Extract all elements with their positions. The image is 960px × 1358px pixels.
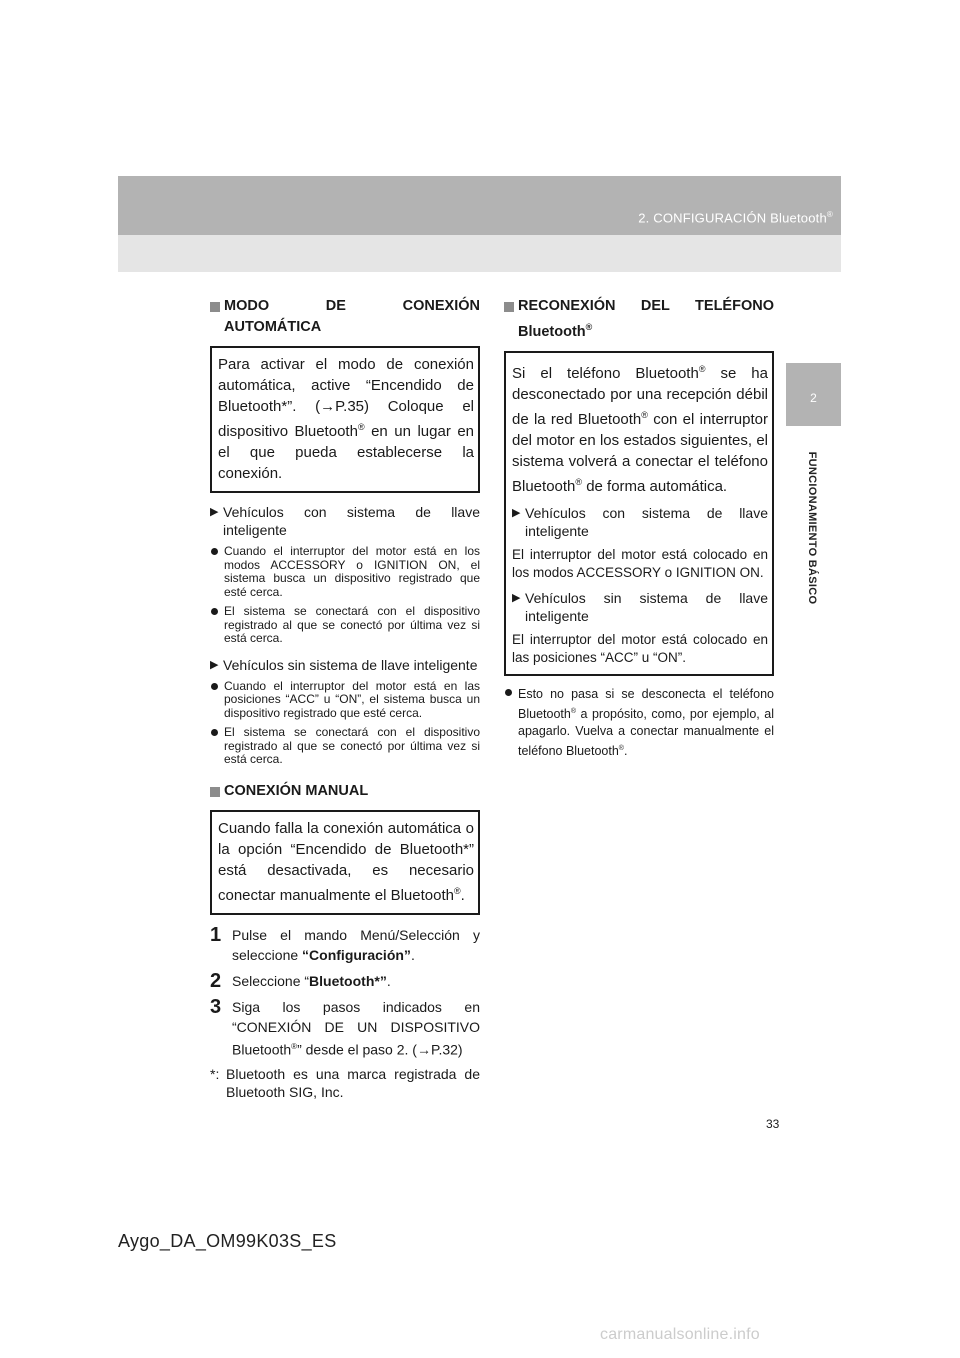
square-bullet-icon	[504, 302, 514, 312]
chapter-title: 2. CONFIGURACIÓN Bluetooth®	[638, 210, 833, 226]
square-bullet-icon	[210, 302, 220, 312]
info-box-manual: Cuando falla la conexión automática o la opción “Encendido de Bluetooth*” está desactivada, es necesario conectar manualmente el Bluetooth®.	[210, 810, 480, 915]
list-item: Cuando el interruptor del motor está en las posiciones “ACC” u “ON”, el sistema busca un dispositivo registrado que esté cerca.	[210, 680, 480, 721]
condition-text: El interruptor del motor está colocado en las posiciones “ACC” u “ON”.	[512, 631, 768, 665]
step-2: 2 Seleccione “Bluetooth*”.	[210, 969, 391, 992]
document-code: Aygo_DA_OM99K03S_ES	[118, 1231, 337, 1251]
condition-no-smart-key: ▶ Vehículos sin sistema de llave inteligente	[210, 656, 478, 673]
list-item: Cuando el interruptor del motor está en los modos ACCESSORY o IGNITION ON, el sistema busca un dispositivo registrado que esté cerca.	[210, 545, 480, 599]
step-1: 1 Pulse el mando Menú/Selección y seleccione “Configuración”.	[210, 923, 480, 963]
condition-no-smart-key: ▶ Vehículos sin sistema de llave inteligente	[512, 589, 768, 624]
watermark: carmanualsonline.info	[600, 1326, 760, 1343]
info-box-auto: Para activar el modo de conexión automática, active “Encendido de Bluetooth*”. (→P.35) Coloque el dispositivo Bluetooth® en un lugar en el que pueda establecerse la conexión.	[210, 346, 480, 493]
circle-bullet-icon	[210, 726, 224, 767]
list-item: Esto no pasa si se desconecta el teléfono Bluetooth® a propósito, como, por ejemplo, al apagarlo. Vuelva a conectar manualmente el teléfono Bluetooth®.	[504, 686, 774, 760]
step-3: 3 Siga los pasos indicados en “CONEXIÓN DE UN DISPOSITIVO Bluetooth®” desde el paso 2. (→P.32)	[210, 995, 480, 1058]
square-bullet-icon	[210, 787, 220, 797]
right-column	[504, 296, 774, 766]
chapter-number: 2	[810, 391, 817, 405]
circle-bullet-icon	[210, 545, 224, 599]
header-bar	[118, 176, 841, 235]
section-heading-auto: MODO DE CONEXIÓN AUTOMÁTICA	[210, 296, 480, 338]
section-heading-manual: CONEXIÓN MANUAL	[210, 781, 480, 802]
condition-smart-key: ▶ Vehículos con sistema de llave inteligente	[210, 504, 480, 538]
circle-bullet-icon	[210, 680, 224, 721]
circle-bullet-icon	[504, 686, 518, 760]
left-column	[210, 296, 480, 1101]
circle-bullet-icon	[210, 605, 224, 646]
section-heading-reconnect: RECONEXIÓN DEL TELÉFONO Bluetooth®	[504, 296, 774, 343]
list-item: El sistema se conectará con el dispositivo registrado al que se conectó por última vez si está cerca.	[210, 726, 480, 767]
page-number: 33	[766, 1117, 780, 1131]
triangle-right-icon: ▶	[210, 506, 219, 518]
triangle-right-icon: ▶	[512, 506, 521, 519]
footnote: *: Bluetooth es una marca registrada de Bluetooth SIG, Inc.	[210, 1066, 480, 1101]
triangle-right-icon: ▶	[512, 591, 521, 604]
triangle-right-icon: ▶	[210, 658, 219, 671]
condition-smart-key: ▶ Vehículos con sistema de llave inteligente	[512, 504, 768, 539]
chapter-side-label: FUNCIONAMIENTO BÁSICO	[806, 451, 818, 605]
list-item: El sistema se conectará con el dispositivo registrado al que se conectó por última vez si está cerca.	[210, 605, 480, 646]
condition-text: El interruptor del motor está colocado en los modos ACCESSORY o IGNITION ON.	[512, 546, 768, 580]
info-box-reconnect: Si el teléfono Bluetooth® se ha desconectado por una recepción débil de la red Bluetooth® con el interruptor del motor en los estados siguientes, el sistema volverá a conectar el teléfono Bluetooth® de forma automática. ▶ Vehículos con sistema de llave inteligente El interruptor del motor está colocado en los modos ACCESSORY o IGNITION ON. ▶ Vehículos sin sistema de llave inteligente El interruptor del motor está colocado en las posiciones “ACC” u “ON”.	[504, 351, 774, 676]
chapter-tab	[786, 363, 841, 426]
